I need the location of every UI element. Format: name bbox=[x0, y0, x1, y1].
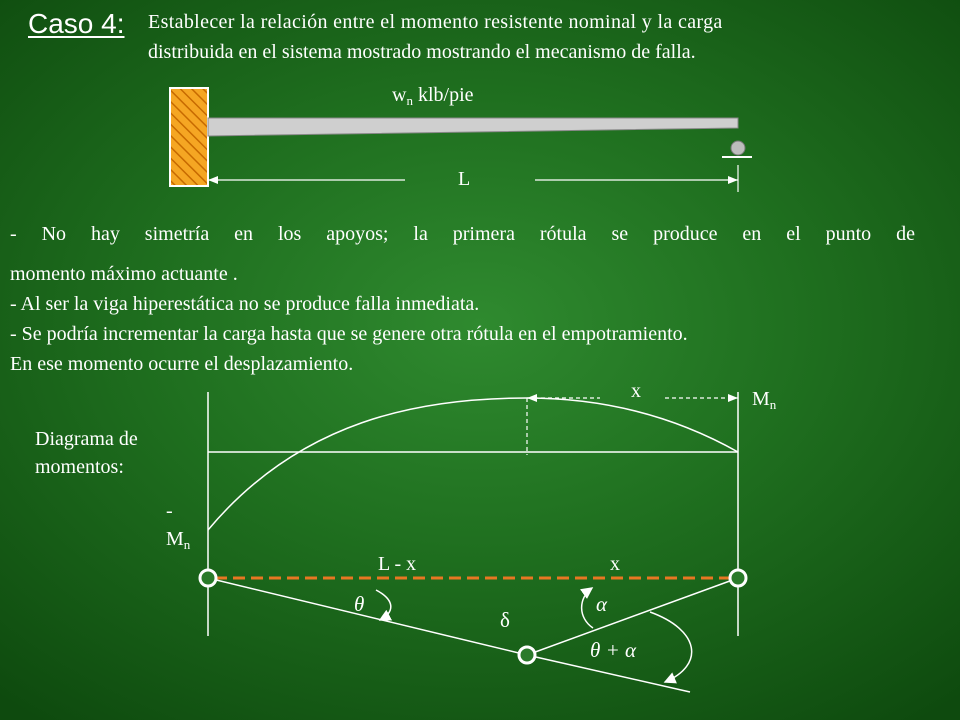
mechanism-left-segment bbox=[208, 578, 527, 655]
hinge-middle bbox=[519, 647, 535, 663]
neg-mn-label: $M_n$ bbox=[166, 528, 191, 552]
hinge-right bbox=[730, 570, 746, 586]
neg-sign: - bbox=[166, 500, 173, 522]
alpha-label: α bbox=[596, 592, 608, 616]
moment-diagram-title: Diagrama de momentos: bbox=[35, 428, 138, 478]
delta-label: δ bbox=[500, 608, 510, 632]
theta-plus-alpha-arc bbox=[650, 612, 692, 682]
mn-label: $M_n$ bbox=[752, 388, 777, 412]
moment-x-label: x bbox=[631, 380, 641, 402]
hinge-left bbox=[200, 570, 216, 586]
fixed-support bbox=[170, 88, 208, 186]
span-label: L bbox=[458, 168, 471, 190]
note-line3: - Al ser la viga hiperestática no se produce falla inmediata. bbox=[10, 293, 480, 315]
l-minus-x-label: L - x bbox=[378, 553, 417, 575]
problem-statement-line1: Establecer la relación entre el momento resistente nominal y la carga bbox=[148, 11, 723, 33]
theta-arc bbox=[376, 590, 391, 620]
problem-statement-line2: distribuida en el sistema mostrado mostrando el mecanismo de falla. bbox=[148, 41, 696, 63]
alpha-arc bbox=[582, 588, 593, 628]
note-line4: - Se podría incrementar la carga hasta que se genere otra rótula en el empotramiento. bbox=[10, 323, 688, 345]
case-title: Caso 4: bbox=[28, 8, 125, 39]
beam bbox=[208, 118, 738, 136]
roller-support bbox=[731, 141, 745, 155]
mechanism-x-label: x bbox=[610, 553, 620, 575]
note-line1: - No hay simetría en los apoyos; la primera rótula se produce en el punto de bbox=[10, 223, 915, 245]
theta-label: θ bbox=[354, 592, 365, 616]
moment-curve bbox=[208, 398, 738, 530]
theta-plus-alpha-label: θ + α bbox=[590, 638, 637, 662]
note-line2: momento máximo actuante . bbox=[10, 263, 238, 285]
load-label: $w_n$ klb/pie bbox=[392, 84, 474, 108]
note-line5: En ese momento ocurre el desplazamiento. bbox=[10, 353, 354, 375]
